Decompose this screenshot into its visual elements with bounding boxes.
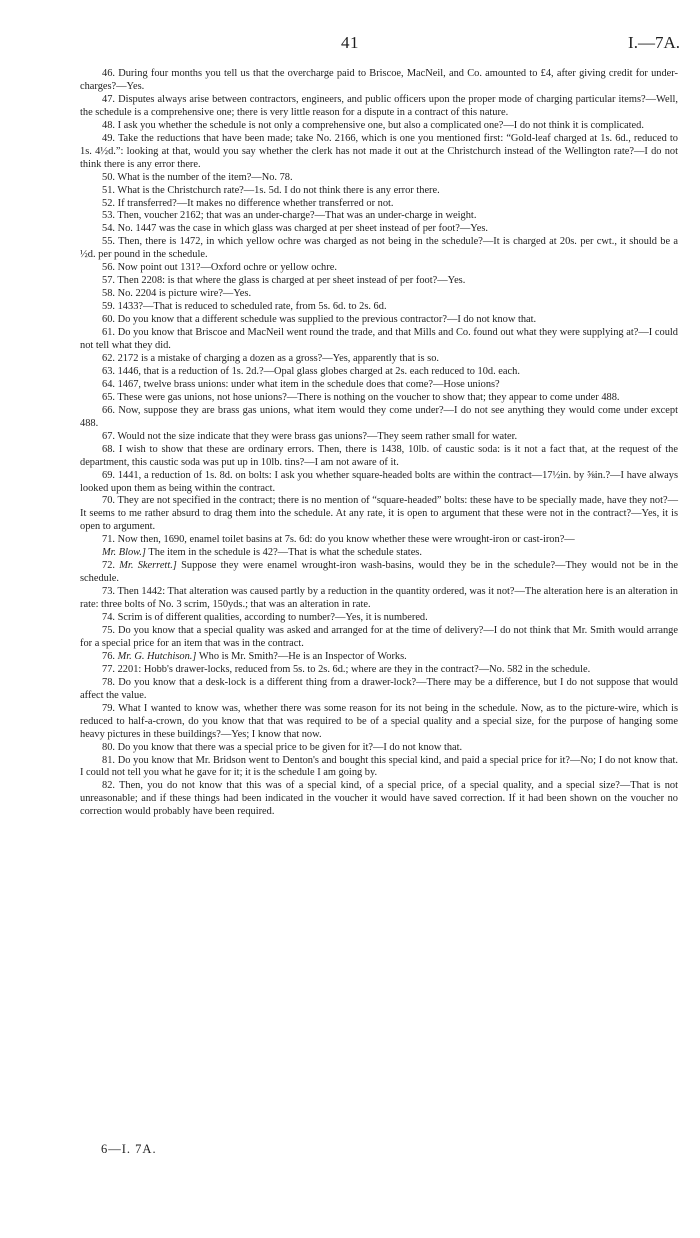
- paragraph-text: 2201: Hobb's drawer-locks, reduced from 5s. to 2s. 6d.; where are they in the contract?—No. 582 in the schedule.: [117, 663, 591, 675]
- paragraph-text: Disputes always arise between contractors, engineers, and public officers upon the proper mode of charging particular items?—Well, the schedule is a comprehensive one; there is very little reason for a dispute in a contract of this nature.: [80, 93, 678, 118]
- question-number: 47.: [102, 93, 115, 105]
- paragraph-text: 1441, a reduction of 1s. 8d. on bolts: I ask you whether square-headed bolts are within the contract—17½in. by ⅝in.?—I have always looked upon them as being within the contract.: [80, 469, 678, 494]
- evidence-paragraph: [80, 677, 678, 703]
- paragraph-text: Then, you do not know that this was of a special kind, of a special price, of a special quality, and a special size?—That is not unreasonable; and if these things had been indicated in the voucher it would have saved correction. If it had been shown on the voucher no correction would probably have been required.: [80, 780, 678, 818]
- question-number: 68.: [102, 443, 115, 455]
- question-number: 71.: [102, 534, 115, 546]
- paragraph-text: If transferred?—It makes no difference whether transferred or not.: [117, 197, 394, 209]
- question-number: 73.: [102, 586, 115, 598]
- paragraph-text: Suppose they were enamel wrought-iron wash-basins, would they be in the schedule?—They would not be in the schedule.: [80, 560, 678, 585]
- document-reference: I.—7A.: [628, 33, 680, 52]
- evidence-paragraph: [80, 301, 678, 314]
- paragraph-text: The item in the schedule is 42?—That is what the schedule states.: [148, 547, 422, 559]
- paragraph-text: Who is Mr. Smith?—He is an Inspector of Works.: [198, 650, 407, 662]
- paragraph-text: 1446, that is a reduction of 1s. 2d.?—Opal glass globes charged at 2s. each reduced to 10d. each.: [117, 365, 520, 377]
- evidence-paragraph: [80, 742, 678, 755]
- evidence-paragraph: [80, 755, 678, 781]
- evidence-paragraph: [80, 198, 678, 211]
- evidence-paragraph: [80, 651, 678, 664]
- question-number: 61.: [102, 327, 115, 339]
- question-number: 52.: [102, 197, 115, 209]
- evidence-paragraph: [80, 547, 678, 560]
- paragraph-text: Do you know that there was a special price to be given for it?—I do not know that.: [117, 741, 463, 753]
- evidence-paragraph: [80, 366, 678, 379]
- paragraph-text: Do you know that Mr. Bridson went to Denton's and bought this special kind, and paid a special price for it?—No; I do not know that. I could not tell you what he gave for it; it is the schedule I am going by.: [80, 754, 678, 779]
- paragraph-text: Scrim is of different qualities, according to number?—Yes, it is numbered.: [117, 612, 428, 624]
- question-number: 77.: [102, 663, 115, 675]
- evidence-paragraph: [80, 185, 678, 198]
- evidence-paragraph: [80, 68, 678, 94]
- speaker-name: Mr. Blow.]: [102, 547, 146, 559]
- question-number: 72.: [102, 560, 115, 572]
- paragraph-text: Now then, 1690, enamel toilet basins at 7s. 6d: do you know whether these were wrought-iron or cast-iron?—: [117, 534, 575, 546]
- question-number: 81.: [102, 754, 115, 766]
- paragraph-text: What I wanted to know was, whether there was some reason for its not being in the schedule. Now, as to the picture-wire, which is reduced to half-a-crown, do you know that that was required to be of a special quality and a special size, for the purpose of hanging some heavy pictures in these buildings?—Yes; I know that now.: [80, 702, 678, 740]
- question-number: 78.: [102, 676, 115, 688]
- evidence-paragraph: [80, 223, 678, 236]
- question-number: 74.: [102, 612, 115, 624]
- evidence-paragraph: [80, 210, 678, 223]
- paragraph-text: 1433?—That is reduced to scheduled rate, from 5s. 6d. to 2s. 6d.: [117, 301, 387, 313]
- evidence-paragraph: [80, 431, 678, 444]
- paragraph-text: What is the Christchurch rate?—1s. 5d. I do not think there is any error there.: [117, 184, 440, 196]
- paragraph-text: 1467, twelve brass unions: under what item in the schedule does that come?—Hose unions?: [117, 378, 500, 390]
- question-number: 58.: [102, 288, 115, 300]
- question-number: 50.: [102, 171, 115, 183]
- evidence-paragraph: [80, 314, 678, 327]
- question-number: 66.: [102, 404, 115, 416]
- evidence-paragraph: [80, 470, 678, 496]
- question-number: 59.: [102, 301, 115, 313]
- paragraph-text: Do you know that a different schedule was supplied to the previous contractor?—I do not know that.: [117, 314, 537, 326]
- evidence-paragraph: [80, 444, 678, 470]
- evidence-paragraph: [80, 172, 678, 185]
- evidence-paragraph: [80, 392, 678, 405]
- paragraph-text: No. 2204 is picture wire?—Yes.: [117, 288, 252, 300]
- evidence-paragraph: [80, 780, 678, 819]
- evidence-paragraph: [80, 236, 678, 262]
- evidence-paragraph: [80, 534, 678, 547]
- speaker-name: Mr. Skerrett.]: [119, 560, 177, 572]
- question-number: 49.: [102, 132, 115, 144]
- evidence-paragraph: [80, 586, 678, 612]
- paragraph-text: 2172 is a mistake of charging a dozen as a gross?—Yes, apparently that is so.: [117, 352, 439, 364]
- paragraph-text: No. 1447 was the case in which glass was charged at per sheet instead of per foot?—Yes.: [117, 223, 489, 235]
- paragraph-text: Then 2208: is that where the glass is charged at per sheet instead of per foot?—Yes.: [117, 275, 466, 287]
- paragraph-text: Would not the size indicate that they were brass gas unions?—They seem rather small for water.: [117, 430, 518, 442]
- question-number: 64.: [102, 378, 115, 390]
- question-number: 53.: [102, 210, 115, 222]
- evidence-paragraph: [80, 703, 678, 742]
- paragraph-text: Then, voucher 2162; that was an under-charge?—That was an under-charge in weight.: [117, 210, 477, 222]
- paragraph-text: Then, there is 1472, in which yellow ochre was charged as not being in the schedule?—It is charged at 20s. per cwt., it should be a ½d. per pound in the schedule.: [80, 236, 678, 261]
- evidence-paragraph: [80, 94, 678, 120]
- question-number: 63.: [102, 365, 115, 377]
- evidence-paragraph: [80, 625, 678, 651]
- evidence-paragraph: [80, 262, 678, 275]
- question-number: 62.: [102, 352, 115, 364]
- question-number: 79.: [102, 702, 115, 714]
- question-number: 80.: [102, 741, 115, 753]
- evidence-paragraph: [80, 612, 678, 625]
- speaker-name: Mr. G. Hutchison.]: [117, 650, 197, 662]
- question-number: 51.: [102, 184, 115, 196]
- paragraph-text: Do you know that a desk-lock is a different thing from a drawer-lock?—There may be a difference, but I do not suppose that would affect the value.: [80, 676, 678, 701]
- question-number: 46.: [102, 68, 115, 79]
- question-number: 76.: [102, 650, 115, 662]
- question-number: 75.: [102, 624, 115, 636]
- paragraph-text: I wish to show that these are ordinary errors. Then, there is 1438, 10lb. of caustic soda: is it not a fact that, at the request of the department, this caustic soda was put up in 10lb. tins?—I am not aware of it.: [80, 443, 678, 468]
- evidence-paragraph: [80, 405, 678, 431]
- question-number: 65.: [102, 391, 115, 403]
- question-number: 54.: [102, 223, 115, 235]
- printer-signature: 6—I. 7A.: [101, 1142, 157, 1156]
- paragraph-text: Now, suppose they are brass gas unions, what item would they come under?—I do not see anything they would come under except 488.: [80, 404, 678, 429]
- paragraph-text: These were gas unions, not hose unions?—There is nothing on the voucher to show that; they appear to come under 488.: [117, 391, 620, 403]
- evidence-paragraph: [80, 560, 678, 586]
- paragraph-text: Now point out 131?—Oxford ochre or yellow ochre.: [117, 262, 337, 274]
- question-number: 70.: [102, 495, 115, 507]
- question-number: 67.: [102, 430, 115, 442]
- evidence-paragraph: [80, 353, 678, 366]
- paragraph-text: I ask you whether the schedule is not only a comprehensive one, but also a complicated one?—I do not think it is complicated.: [117, 119, 644, 131]
- evidence-paragraph: [80, 379, 678, 392]
- paragraph-text: Then 1442: That alteration was caused partly by a reduction in the quantity ordered, was it not?—The alteration here is an alteration in rate: three bolts of No. 3 scrim, 150yds.; that was an alteration in rate.: [80, 586, 678, 611]
- evidence-paragraph: [80, 275, 678, 288]
- question-number: 69.: [102, 469, 115, 481]
- paragraph-text: What is the number of the item?—No. 78.: [117, 171, 293, 183]
- evidence-paragraph: [80, 327, 678, 353]
- question-number: 56.: [102, 262, 115, 274]
- evidence-body: [80, 68, 678, 819]
- evidence-paragraph: [80, 133, 678, 172]
- evidence-paragraph: [80, 288, 678, 301]
- question-number: 55.: [102, 236, 115, 248]
- paragraph-text: Take the reductions that have been made; take No. 2166, which is one you mentioned first: “Gold-leaf charged at 1s. 6d., reduced to 1s. 4½d.”: looking at that, would you say whether the clerk has not made it out at the Christchurch instead of the Wellington rate?—I do not think there is any error there.: [80, 132, 678, 170]
- question-number: 60.: [102, 314, 115, 326]
- evidence-paragraph: [80, 664, 678, 677]
- paragraph-text: They are not specified in the contract; there is no mention of “square-headed” bolts: these have to be specially made, have they not?—It seems to me rather absurd to drag them into the schedule. At any rate, it is open to argument that these were not in the contract?—Yes, it is open to argument.: [80, 495, 678, 533]
- evidence-paragraph: [80, 120, 678, 133]
- paragraph-text: During four months you tell us that the overcharge paid to Briscoe, MacNeil, and Co. amounted to £4, after giving credit for under-charges?—Yes.: [80, 68, 678, 92]
- page-number: 41: [341, 33, 359, 52]
- question-number: 48.: [102, 119, 115, 131]
- paragraph-text: Do you know that a special quality was asked and arranged for at the time of delivery?—I do not think that Mr. Smith would arrange for a special price for an item that was in the contract.: [80, 624, 678, 649]
- question-number: 57.: [102, 275, 115, 287]
- paragraph-text: Do you know that Briscoe and MacNeil went round the trade, and that Mills and Co. found out what they were supplying at?—I could not tell what they did.: [80, 327, 678, 352]
- evidence-paragraph: [80, 495, 678, 534]
- question-number: 82.: [102, 780, 115, 792]
